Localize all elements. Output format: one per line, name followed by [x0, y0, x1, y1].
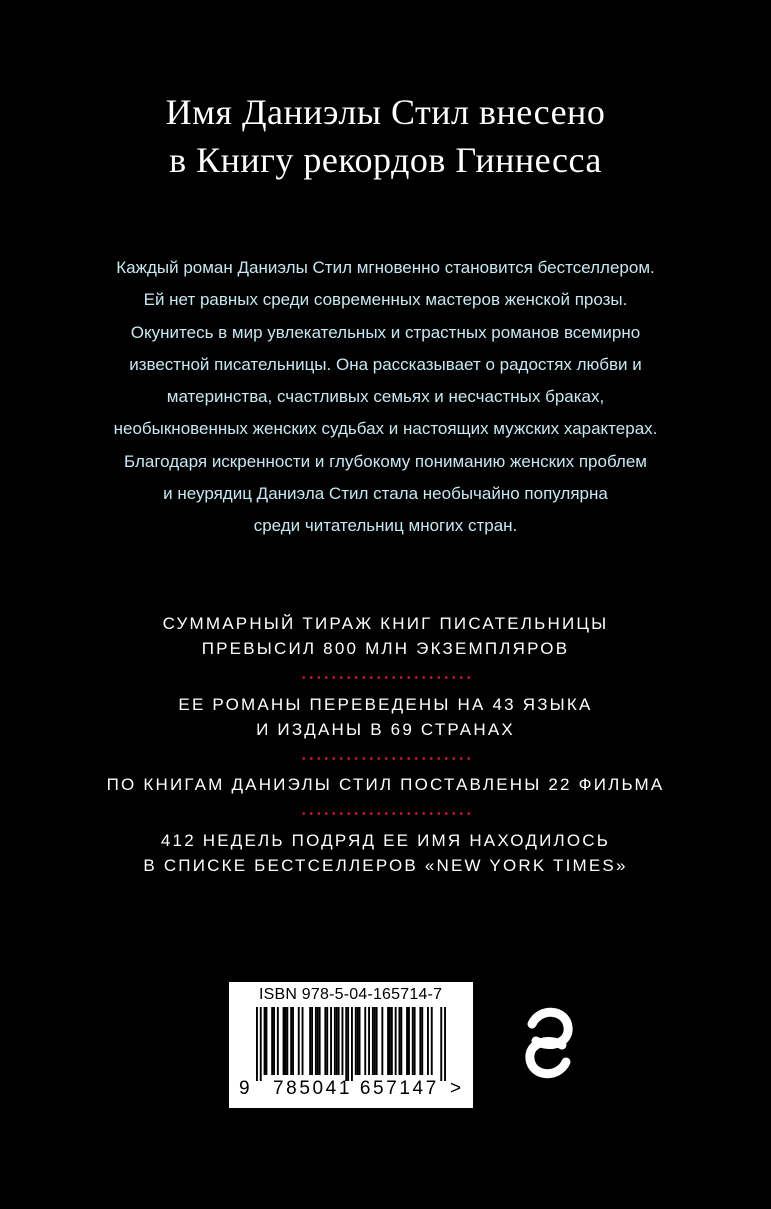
blurb-paragraph — [0, 252, 771, 543]
barcode-bar — [399, 1007, 401, 1075]
barcode-bar — [391, 1007, 393, 1075]
barcode-bar — [364, 1007, 366, 1075]
barcode-bar — [408, 1007, 410, 1075]
barcode-bar — [345, 1007, 347, 1081]
fact-bestseller-list — [0, 828, 771, 878]
fact-line: СУММАРНЫЙ ТИРАЖ КНИГ ПИСАТЕЛЬНИЦЫ — [162, 614, 609, 633]
fact-line: ЕЕ РОМАНЫ ПЕРЕВЕДЕНЫ НА 43 ЯЗЫКА — [178, 695, 593, 714]
fact-line: В СПИСКЕ БЕСТСЕЛЛЕРОВ «NEW YORK TIMES» — [143, 856, 628, 875]
blurb-line: известной писательницы. Она рассказывает о радостях любви и — [129, 354, 642, 374]
fact-circulation — [0, 611, 771, 661]
blurb-line: среди читательниц многих стран. — [253, 516, 518, 536]
barcode-bar — [277, 1007, 279, 1075]
barcode-bar — [326, 1007, 328, 1075]
barcode-bar — [298, 1007, 300, 1075]
barcode-bar — [317, 1007, 319, 1075]
barcode-bar — [342, 1007, 344, 1075]
barcode-bar — [372, 1007, 374, 1075]
blurb-line: Каждый роман Даниэлы Стил мгновенно становится бестселлером. — [116, 258, 655, 277]
barcode-bar — [266, 1007, 268, 1075]
blurb-line: и неурядиц Даниэла Стил стала необычайно популярна — [163, 484, 608, 504]
barcode-bar — [376, 1007, 378, 1075]
isbn-barcode — [229, 982, 473, 1108]
barcode-bar — [338, 1007, 340, 1075]
blurb-line: Окунитесь в мир увлекательных и страстных романов всемирно — [130, 322, 641, 342]
barcode-bar — [440, 1007, 442, 1081]
fact-line: ПО КНИГАМ ДАНИЭЛЫ СТИЛ ПОСТАВЛЕНЫ 22 ФИЛЬМА — [106, 775, 665, 794]
barcode-bar — [359, 1007, 361, 1075]
barcode-bar — [309, 1007, 311, 1075]
barcode-bar — [419, 1007, 421, 1075]
barcode-bar — [285, 1007, 287, 1075]
blurb-line: необыкновенных женских судьбах и настоящих мужских характерах. — [113, 419, 658, 439]
barcode-bar — [421, 1007, 423, 1075]
barcode-bar — [387, 1007, 389, 1075]
barcode-bar — [381, 1007, 383, 1075]
barcode-bar — [290, 1007, 292, 1075]
headline-line-2: в Книгу рекордов Гиннесса — [169, 140, 602, 180]
barcode-bar — [395, 1007, 397, 1075]
fact-line: И ИЗДАНЫ В 69 СТРАНАХ — [256, 720, 515, 739]
barcode-bar — [444, 1007, 446, 1081]
barcode-bars — [256, 1007, 446, 1083]
barcode-bar — [273, 1007, 275, 1075]
barcode-bar — [302, 1007, 304, 1075]
barcode-bar — [324, 1007, 326, 1075]
barcode-bar — [357, 1007, 359, 1075]
fact-line: 412 НЕДЕЛЬ ПОДРЯД ЕЕ ИМЯ НАХОДИЛОСЬ — [160, 831, 611, 850]
barcode-bar — [286, 1007, 288, 1075]
isbn-label: ISBN 978-5-04-165714-7 — [259, 986, 443, 1003]
fact-line: ПРЕВЫСИЛ 800 МЛН ЭКЗЕМПЛЯРОВ — [201, 639, 570, 658]
barcode-bar — [311, 1007, 313, 1075]
dotted-divider — [300, 676, 470, 679]
barcode-bar — [271, 1007, 273, 1075]
barcode-bar — [374, 1007, 376, 1075]
barcode-bar — [264, 1007, 266, 1075]
eksmo-logo-icon — [520, 1003, 578, 1083]
fact-translations — [0, 692, 771, 742]
barcode-bar — [414, 1007, 416, 1075]
ean-digits: 785041 657147 — [273, 1078, 439, 1099]
barcode-bar — [351, 1007, 353, 1081]
dotted-divider — [300, 757, 470, 760]
headline — [0, 88, 771, 184]
headline-line-1: Имя Даниэлы Стил внесено — [165, 92, 606, 132]
barcode-bar — [431, 1007, 433, 1075]
ean-first-digit: 9 — [239, 1078, 250, 1099]
barcode-bar — [400, 1007, 402, 1075]
barcode-bar — [330, 1007, 332, 1075]
fact-films — [0, 772, 771, 797]
barcode-bar — [406, 1007, 408, 1075]
barcode-bar — [334, 1007, 336, 1075]
barcode-bar — [427, 1007, 429, 1075]
blurb-line: Ей нет равных среди современных мастеров женской прозы. — [143, 290, 628, 310]
barcode-bar — [315, 1007, 317, 1075]
dotted-divider — [300, 812, 470, 815]
barcode-bar — [347, 1007, 349, 1081]
barcode-bar — [368, 1007, 370, 1075]
quiet-zone-marker: > — [450, 1078, 462, 1099]
blurb-line: материнства, счастливых семьях и несчастных браках, — [166, 387, 605, 407]
barcode-bar — [319, 1007, 321, 1075]
blurb-line: Благодаря искренности и глубокому пониманию женских проблем — [124, 451, 647, 471]
barcode-bar — [355, 1007, 357, 1075]
barcode-bar — [260, 1007, 262, 1081]
barcode-bar — [283, 1007, 285, 1075]
barcode-bar — [256, 1007, 258, 1081]
barcode-bar — [389, 1007, 391, 1075]
barcode-bar — [292, 1007, 294, 1075]
barcode-bar — [412, 1007, 414, 1075]
barcode-bar — [336, 1007, 338, 1075]
